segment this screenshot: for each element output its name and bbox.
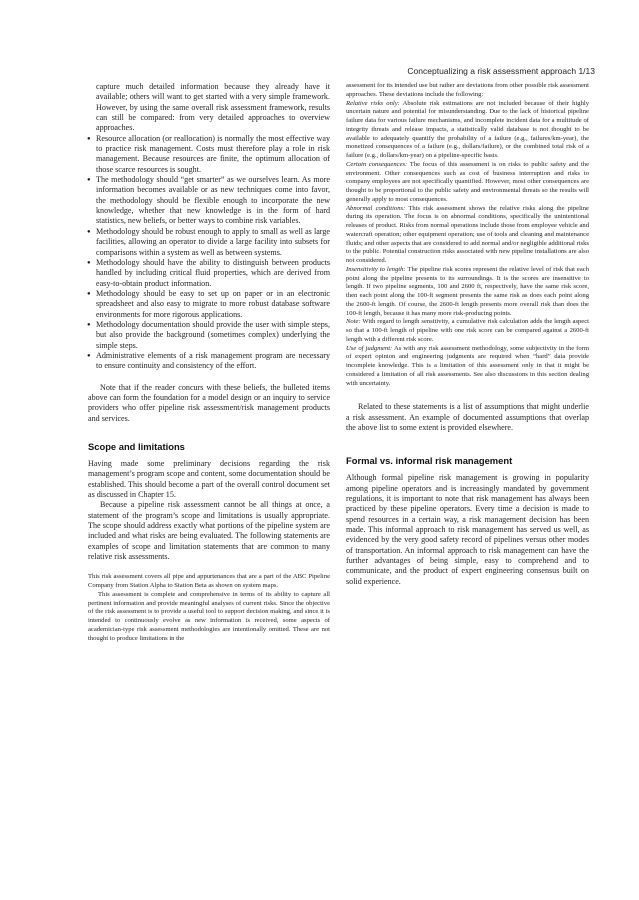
list-item: ● Resource allocation (or reallocation) is normally the most effective way to practice risk management. Costs must therefore play a role in risk management. Because resources are finite, the optimum allocation of those scarce resources is sought. [88, 134, 330, 175]
scope-example-statements [88, 573, 330, 643]
deviation-item [346, 345, 589, 389]
deviation-term: Use of judgment: [346, 344, 393, 352]
beliefs-list [88, 134, 330, 372]
note-paragraph: Note that if the reader concurs with these beliefs, the bulleted items above can form the foundation for a model design or an inquiry to service providers who offer pipeline risk assessment/risk management products and services. [88, 382, 330, 423]
example-paragraph-2: This assessment is complete and comprehensive in terms of its ability to capture all pertinent information and provide meaningful analyses of current risks. Since the objective of the risk assessment is to provide a useful tool to support decision making, and since it is intended to continuously evolve as new information is received, some aspects of academician-type risk assessment methodologies are intentionally omitted. These are not thought to produce limitations in the [88, 590, 330, 642]
deviation-item [346, 161, 589, 205]
intro-continued: capture much detailed information because they already have it available; others will want to get started with a very simple framework. However, by using the same overall risk assessment framework, results can still be compared: from very detailed approaches to overview approaches. [96, 82, 330, 133]
scope-heading: Scope and limitations [88, 441, 185, 452]
list-item: ● The methodology should “get smarter” as we ourselves learn. As more information becomes available or as new techniques come into favor, the methodology should be flexible enough to incorporate the new knowledge, whether that new knowledge is in the form of hard statistics, new beliefs, or better ways to combine risk variables. [88, 175, 330, 227]
list-item: ● Methodology documentation should provide the user with simple steps, but also provide the background (sometimes complex) underlying the simple steps. [88, 320, 330, 351]
left-column [88, 82, 330, 643]
deviation-item [346, 318, 589, 344]
deviation-text: Absolute risk estimations are not included because of their highly uncertain nature and potential for misunderstanding. Due to the lack of historical pipeline failure data for various failure mechanisms, and incomplete incident data for a multitude of integrity threats and release impacts, a statistically valid database is not thought to be available to adequately quantify the probability of a failure (e.g., failures/km-year), the monetized consequences of a failure (e.g., dollars/failure), or the combined total risk of a failure (e.g., dollars/km-year) on a pipeline-specific basis. [346, 99, 589, 159]
list-item: ● Methodology should have the ability to distinguish between products handled by including critical fluid properties, which are derived from easy-to-obtain product information. [88, 258, 330, 289]
deviation-term: Relative risks only: [346, 99, 400, 107]
example-paragraph-1: This risk assessment covers all pipe and appurtenances that are a part of the ABC Pipeline Company from Station Alpha to Station Beta as shown on system maps. [88, 573, 330, 590]
deviation-text: The focus of this assessment is on risks to public safety and the environment. Other consequences such as cost of business interruption and risks to company employees are not specifically quantified. However, most other consequences are thought to be proportional to the public safety and environmental threats so the results will generally apply to most consequences. [346, 160, 589, 203]
deviation-item [346, 266, 589, 319]
deviation-text: The pipeline risk scores represent the relative level of risk that each point along the pipeline presents to its surroundings. It is the scores are insensitive to length. If two pipeline segments, 100 and 2600 ft, respectively, have the same risk score, then each point along the 100-ft segment presents the same risk as does each point along the 2600-ft length. Of course, the 2600-ft length presents more overall risk than does the 100-ft length, because it has many more risk-producing points. [346, 265, 590, 317]
formal-paragraph: Although formal pipeline risk management is growing in popularity among pipeline operators and is increasingly mandated by government regulations, it is important to note that risk management has always been practiced by these pipeline operators. Every time a decision is made to spend resources in a certain way, a risk management decision has been made. This informal approach to risk management has served us well, as evidenced by the very good safety record of pipelines versus other modes of transportation. An informal approach to risk management can have the further advantages of being simple, easy to comprehend and to communicate, and the product of expert engineering consensus built on solid experience. [346, 473, 589, 586]
scope-paragraph-1: Having made some preliminary decisions regarding the risk management’s program scope and content, some documentation should be established. This should become a part of the overall control document set as discussed in Chapter 15. [88, 459, 330, 500]
list-item: ● Methodology should be easy to set up on paper or in an electronic spreadsheet and also easy to migrate to more robust database software environments for more rigorous applications. [88, 289, 330, 320]
deviation-text: This risk assessment shows the relative risks along the pipeline during its operation. The focus is on abnormal conditions, specifically the unintentional releases of product. Risks from normal operations include those from employee vehicle and watercraft operation; other equipment operation; use of tools and cleaning and maintenance fluids; and other aspects that are considered to add normal and/or negligible additional risks to the public. Potential construction risks associated with new pipeline installations are also not considered. [346, 204, 589, 264]
deviation-term: Insensitivity to length: [346, 265, 406, 273]
list-item: ● Administrative elements of a risk management program are necessary to ensure continuity and consistency of the effort. [88, 351, 330, 372]
deviation-item [346, 205, 589, 266]
related-paragraph: Related to these statements is a list of assumptions that might underlie a risk assessment. An example of documented assumptions that overlap the above list to some extent is provided elsewhere. [346, 402, 589, 432]
deviation-text: As with any risk assessment methodology, some subjectivity in the form of expert opinion and engineering judgments are required when “hard” data provide incomplete knowledge. This is a limitation of this assessment only in that it might be considered a limitation of all risk assessments. See also discussions in this section dealing with uncertainty. [346, 344, 589, 387]
deviation-term: Note: [346, 318, 361, 326]
right-column [346, 82, 589, 587]
deviation-term: Certain consequences: [346, 160, 408, 168]
formal-heading: Formal vs. informal risk management [346, 455, 513, 467]
deviation-text: With regard to length sensitivity, a cumulative risk calculation adds the length aspect so that a 100-ft length of pipeline with one risk score can be compared against a 2600-ft length with a different risk score. [346, 318, 589, 343]
deviation-item [346, 100, 589, 161]
deviations-lead: assessment for its intended use but rather are deviations from other possible risk assessment approaches. These deviations include the following: [346, 82, 589, 98]
scope-paragraph-2: Because a pipeline risk assessment cannot be all things at once, a statement of the program’s scope and limitations is usually appropriate. The scope should address exactly what portions of the pipeline system are included and what risks are being evaluated. The following statements are examples of scope and limitation statements that are common to many relative risk assessments. [88, 500, 330, 562]
list-item: ● Methodology should be robust enough to apply to small as well as large facilities, allowing an operator to divide a large facility into subsets for comparisons within a system as well as between systems. [88, 227, 330, 258]
deviation-term: Abnormal conditions: [346, 204, 406, 212]
running-header: Conceptualizing a risk assessment approach 1/13 [407, 66, 595, 76]
